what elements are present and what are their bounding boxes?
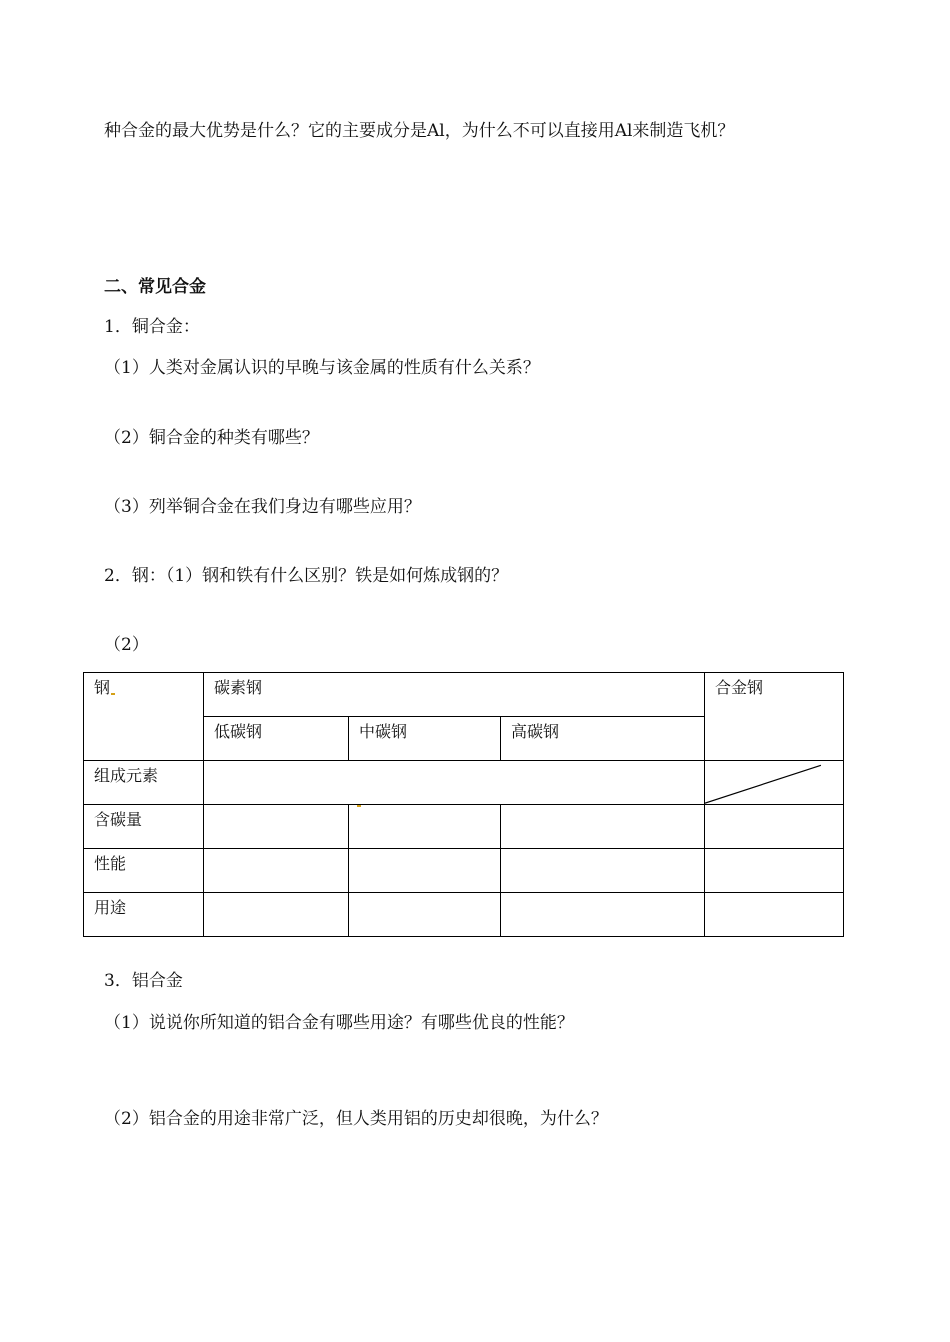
copper-heading: 1．铜合金：	[104, 317, 200, 337]
cell-low-uses	[204, 893, 349, 937]
copper-question-3: （3）列举铜合金在我们身边有哪些应用？	[104, 497, 421, 517]
cell-alloy-carbon-content	[705, 805, 844, 849]
row-label-carbon-content: 含碳量	[84, 805, 204, 849]
row-label-properties: 性能	[84, 849, 204, 893]
copper-question-2: （2）铜合金的种类有哪些？	[104, 428, 319, 448]
row-label-uses: 用途	[84, 893, 204, 937]
section-title: 二、常见合金	[104, 277, 206, 297]
alloy-steel-header: 合金钢	[705, 673, 844, 761]
cell-low-properties	[204, 849, 349, 893]
alloy-composition-cell	[705, 761, 844, 805]
cell-high-properties	[501, 849, 705, 893]
steel-question-2-label: （2）	[104, 635, 149, 655]
cell-medium-uses	[349, 893, 501, 937]
cell-alloy-properties	[705, 849, 844, 893]
composition-cell	[204, 761, 705, 805]
diagonal-slash	[705, 761, 843, 804]
carbon-steel-header: 碳素钢	[204, 673, 705, 717]
cell-alloy-uses	[705, 893, 844, 937]
table-corner-cell: 钢	[84, 673, 204, 761]
high-carbon-steel-header: 高碳钢	[501, 717, 705, 761]
cell-medium-carbon-content	[349, 805, 501, 849]
low-carbon-steel-header: 低碳钢	[204, 717, 349, 761]
cell-low-carbon-content	[204, 805, 349, 849]
aluminum-heading: 3．铝合金	[104, 971, 183, 991]
cell-medium-properties	[349, 849, 501, 893]
aluminum-question-1: （1）说说你所知道的铝合金有哪些用途？有哪些优良的性能？	[104, 1013, 574, 1033]
cell-high-uses	[501, 893, 705, 937]
steel-heading: 2．钢：（1）钢和铁有什么区别？铁是如何炼成钢的？	[104, 566, 509, 586]
aluminum-question-2: （2）铝合金的用途非常广泛，但人类用铝的历史却很晚，为什么？	[104, 1109, 608, 1129]
steel-table	[83, 672, 844, 937]
copper-question-1: （1）人类对金属认识的早晚与该金属的性质有什么关系？	[104, 358, 540, 378]
intro-question: 种合金的最大优势是什么？它的主要成分是Al，为什么不可以直接用Al来制造飞机？	[104, 121, 735, 141]
medium-carbon-steel-header: 中碳钢	[349, 717, 501, 761]
row-label-composition: 组成元素	[84, 761, 204, 805]
cell-high-carbon-content	[501, 805, 705, 849]
